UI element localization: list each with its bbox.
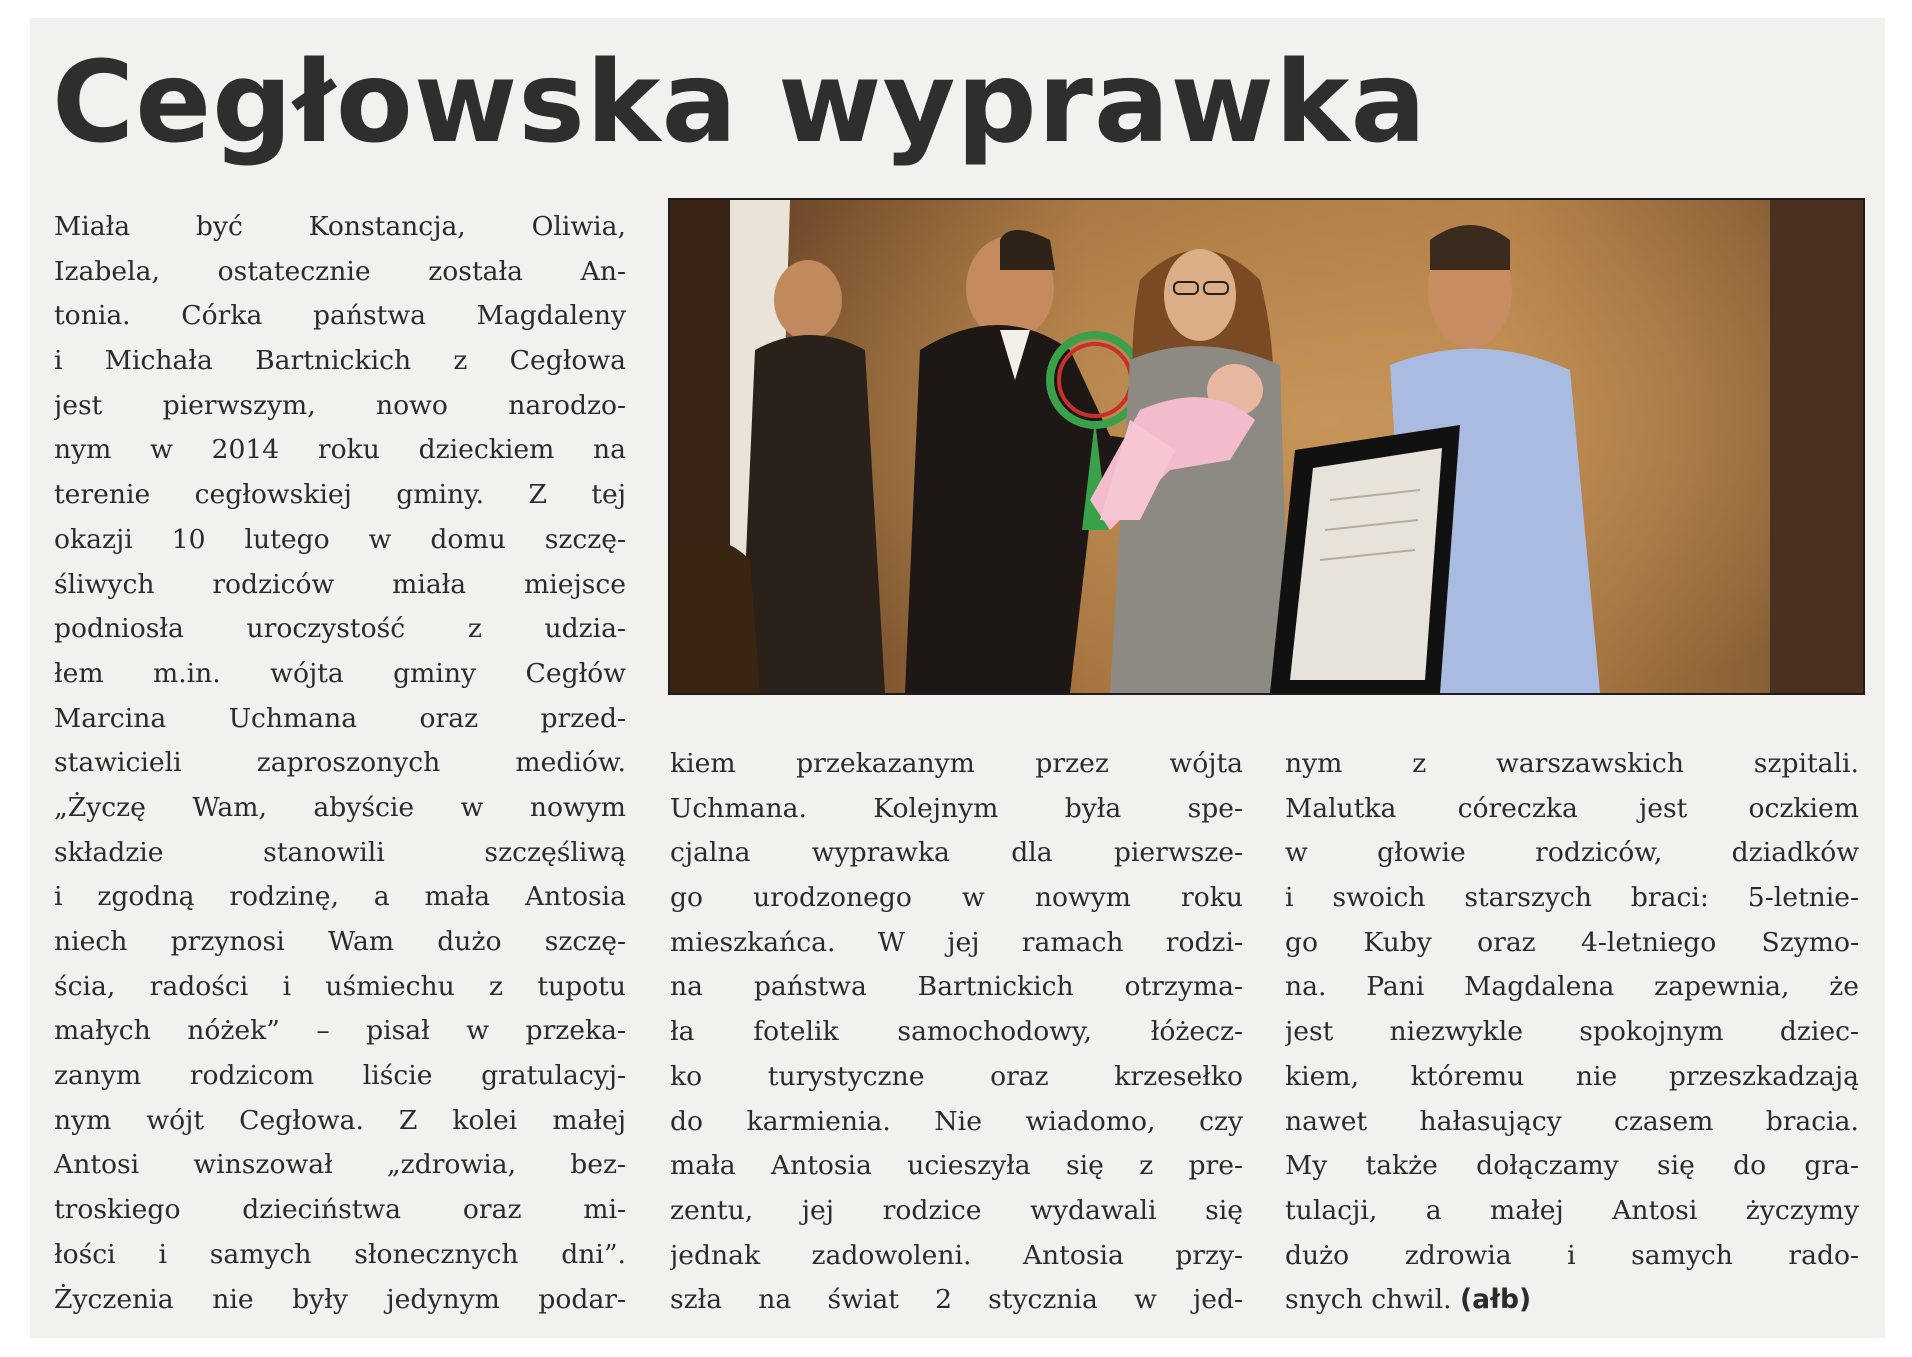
text-line: jest pierwszym, nowo narodzo-: [54, 389, 626, 421]
text-line: kiem, któremu nie przeszkadzają: [1285, 1060, 1859, 1092]
article-column-1: [54, 205, 626, 1322]
text-line: stawicieli zaproszonych mediów.: [54, 747, 626, 779]
text-line: „Życzę Wam, abyście w nowym: [54, 791, 626, 823]
text-line: nym wójt Cegłowa. Z kolei małej: [54, 1104, 626, 1136]
author-byline: (ałb): [1460, 1284, 1532, 1316]
text-line: na państwa Bartnickich otrzyma-: [670, 971, 1243, 1003]
text-line: i swoich starszych braci: 5-letnie-: [1285, 882, 1859, 914]
article-headline: Cegłowska wyprawka: [52, 38, 1428, 168]
text-line: ła fotelik samochodowy, łóżecz-: [670, 1016, 1243, 1048]
text-line: My także dołączamy się do gra-: [1285, 1150, 1859, 1182]
text-line: troskiego dzieciństwa oraz mi-: [54, 1194, 626, 1226]
text-line: i Michała Bartnickich z Cegłowa: [54, 345, 626, 377]
text-line: podniosła uroczystość z udzia-: [54, 613, 626, 645]
text-line: zanym rodzicom liście gratulacyj-: [54, 1060, 626, 1092]
text-line: Izabela, ostatecznie została An-: [54, 255, 626, 287]
text-line: Miała być Konstancja, Oliwia,: [54, 211, 626, 242]
text-line: jest niezwykle spokojnym dziec-: [1285, 1016, 1859, 1048]
text-line-content: snych chwil.: [1285, 1284, 1452, 1316]
text-line: cjalna wyprawka dla pierwsze-: [670, 837, 1243, 869]
text-line: dużo zdrowia i samych rado-: [1285, 1239, 1859, 1271]
text-line: go urodzonego w nowym roku: [670, 882, 1243, 914]
text-line: małych nóżek” – pisał w przeka-: [54, 1015, 626, 1047]
text-line: go Kuby oraz 4-letniego Szymo-: [1285, 926, 1859, 958]
text-line: tulacji, a małej Antosi życzymy: [1285, 1194, 1859, 1226]
text-line: jednak zadowoleni. Antosia przy-: [670, 1239, 1243, 1271]
text-line: Życzenia nie były jedynym podar-: [54, 1283, 626, 1315]
text-line: Marcina Uchmana oraz przed-: [54, 702, 626, 734]
text-line: niech przynosi Wam dużo szczę-: [54, 926, 626, 957]
text-line: okazji 10 lutego w domu szczę-: [54, 523, 626, 555]
certificate-frame: [1270, 425, 1460, 693]
text-line: w głowie rodziców, dziadków: [1285, 837, 1859, 869]
text-line: Uchmana. Kolejnym była spe-: [670, 792, 1243, 824]
text-line: zentu, jej rodzice wydawali się: [670, 1194, 1243, 1226]
text-line: łem m.in. wójta gminy Cegłów: [54, 657, 626, 689]
text-line: nym w 2014 roku dzieckiem na: [54, 434, 626, 466]
text-line: Antosi winszował „zdrowia, bez-: [54, 1149, 626, 1181]
article-column-2: [670, 742, 1243, 1323]
text-line: do karmienia. Nie wiadomo, czy: [670, 1105, 1243, 1137]
text-line: łości i samych słonecznych dni”.: [54, 1238, 626, 1270]
text-line: szła na świat 2 stycznia w jed-: [670, 1284, 1243, 1316]
text-line: składzie stanowili szczęśliwą: [54, 836, 626, 868]
text-line: terenie cegłowskiej gminy. Z tej: [54, 479, 626, 511]
text-line: nawet hałasujący czasem bracia.: [1285, 1105, 1859, 1137]
text-line: kiem przekazanym przez wójta: [670, 748, 1243, 779]
text-line: śliwych rodziców miała miejsce: [54, 568, 626, 600]
text-line: i zgodną rodzinę, a mała Antosia: [54, 881, 626, 913]
text-line-final: [1285, 1278, 1859, 1323]
text-line: Malutka córeczka jest oczkiem: [1285, 792, 1859, 824]
text-line: mieszkańca. W jej ramach rodzi-: [670, 926, 1243, 958]
article-column-3: [1285, 742, 1859, 1323]
article-photo: [668, 198, 1865, 695]
text-line: ścia, radości i uśmiechu z tupotu: [54, 970, 626, 1002]
text-line: nym z warszawskich szpitali.: [1285, 748, 1859, 779]
text-line: mała Antosia ucieszyła się z pre-: [670, 1150, 1243, 1182]
text-line: ko turystyczne oraz krzesełko: [670, 1060, 1243, 1092]
text-line: na. Pani Magdalena zapewnia, że: [1285, 971, 1859, 1003]
text-line: tonia. Córka państwa Magdaleny: [54, 300, 626, 332]
